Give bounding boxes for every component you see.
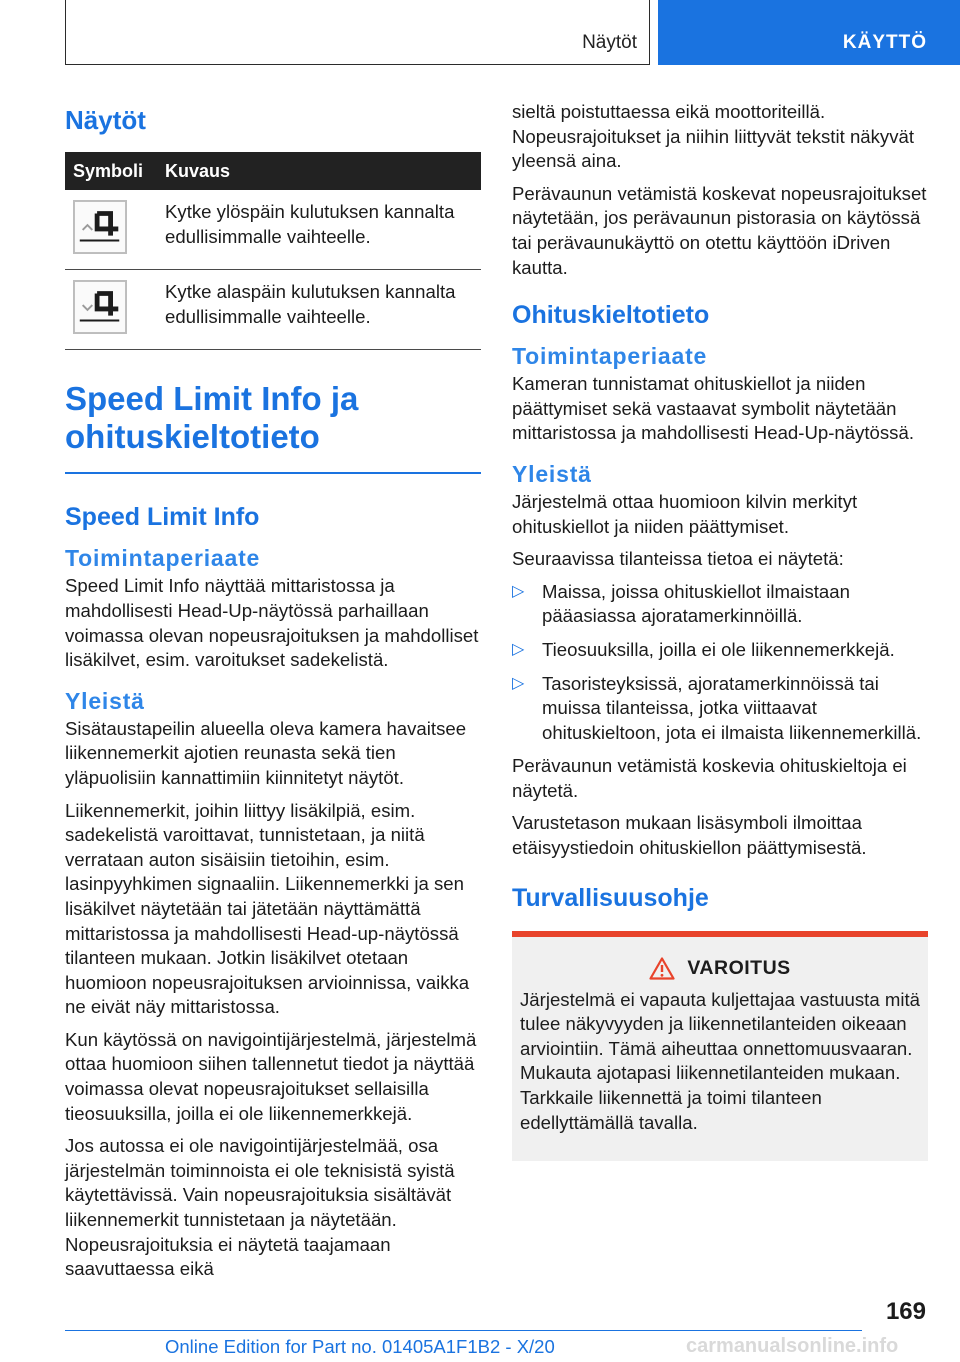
footer-divider	[65, 1330, 862, 1331]
right-column	[512, 100, 928, 1161]
paragraph: Liikennemerkit, joihin liittyy lisäkilpiä, esim. sadekelistä varoittavat, tunnistetaan, ja niitä verrataan auton sisäisiin tietoihin, esim. lasinpyyhkimen signaaliin. Liikennemerkki ja sen lisäkilvet näytetään tai jätetään näyttämättä mittaristossa ja mahdollisesti Head-up-näytössä tilanteen mukaan. Jotkin lisäkilvet otetaan huomioon nopeusrajoituksen arvioinnissa, vaikka ne eivät näy mittaristossa.	[65, 799, 470, 1018]
header-chapter-tab[interactable]	[658, 0, 960, 65]
paragraph: Järjestelmä ottaa huomioon kilvin merkityt ohituskiellot ja niiden päättymiset.	[512, 490, 858, 537]
paragraph: Seuraavissa tilanteissa tietoa ei näytetä:	[512, 548, 844, 570]
subheading-turvallisuusohje: Turvallisuusohje	[512, 883, 709, 912]
paragraph: Perävaunun vetämistä koskevia ohituskieltoja ei näytetä.	[512, 755, 907, 801]
left-column	[65, 100, 481, 1290]
paragraph: Varustetason mukaan lisäsymboli ilmoittaa etäisyystiedoin ohituskiellon päättymisestä.	[512, 812, 867, 859]
footer-edition: Online Edition for Part no. 01405A1F1B2 - X/20	[165, 1336, 555, 1357]
symbol-table	[65, 152, 481, 350]
warning-title: VAROITUS	[687, 956, 791, 979]
paragraph: sieltä poistuttaessa eikä moottoriteillä. Nopeusrajoitukset ja niihin liittyvät tekstit näkyvät yleensä aina.	[512, 101, 915, 172]
triangle-bullet-icon: ▷	[512, 640, 525, 658]
table-header-row	[65, 152, 481, 190]
header-section-box	[65, 0, 650, 65]
bullet-list	[512, 580, 928, 746]
table-row	[65, 270, 481, 350]
table-header-description: Kuvaus	[157, 152, 481, 190]
paragraph: Sisätaustapeilin alueella oleva kamera havaitsee liikennemerkit ajotien reunasta sekä tien yläpuolisiin kannattimiin kiinnitetyt näytöt.	[65, 717, 467, 788]
header-section-title: Näytöt	[582, 32, 637, 53]
paragraph: Kun käytössä on navigointijärjestelmä, järjestelmä ottaa huomioon siihen tallennetut tiedot ja näyttää voimassa olevat nopeusrajoitukset sellaisilla tieosuuksilla, joilla ei ole liikennemerkkejä.	[65, 1028, 477, 1124]
footer-watermark: carmanualsonline.info	[686, 1335, 899, 1357]
subheading-speed-limit-info: Speed Limit Info	[65, 503, 260, 532]
list-item: ▷ Tasoristeyksissä, ajoratamerkinnöissä tai muissa tilanteissa, jotka viittaavat ohituskieltoon, jota ei ilmaista liikennemerkillä.	[512, 672, 922, 743]
minor-heading-yleista: Yleistä	[512, 460, 592, 487]
minor-heading-toimintaperiaate: Toimintaperiaate	[512, 343, 708, 370]
warning-triangle-icon	[649, 957, 675, 980]
header-chapter-label: KÄYTTÖ	[842, 32, 927, 53]
minor-heading-toimintaperiaate: Toimintaperiaate	[65, 545, 261, 572]
paragraph: Speed Limit Info näyttää mittaristossa ja mahdollisesti Head-Up-näytössä parhaillaan voimassa olevan nopeusrajoituksen ja mahdolliset lisäkilvet, esim. varoitukset sadekelistä.	[65, 575, 479, 671]
section-title: Näytöt	[65, 105, 146, 135]
paragraph: Perävaunun vetämistä koskevat nopeusrajoitukset näytetään, jos perävaunun pistorasia on käytössä tai perävaunukäyttö on otettu käyttöön iDriven kautta.	[512, 182, 927, 278]
gear-up-4-icon	[73, 200, 127, 254]
triangle-bullet-icon: ▷	[512, 674, 525, 692]
minor-heading-yleista: Yleistä	[65, 687, 145, 714]
page-number: 169	[885, 1298, 926, 1325]
warning-box	[512, 931, 928, 1162]
paragraph: Jos autossa ei ole navigointijärjestelmää, osa järjestelmän toiminnoista ei ole teknisistä syistä käytettävissä. Vain nopeusrajoituksia sisältävät liikennemerkit tunnistetaan ja näytetään. Nopeusrajoituksia ei näytetä taajamaan saavuttaessa eikä	[65, 1135, 455, 1280]
warning-header	[520, 957, 920, 980]
warning-text: Järjestelmä ei vapauta kuljettajaa vastuusta mitä tulee näkyvyyden ja liikennetilanteiden oikeaan arviointiin. Tämä aiheuttaa onnettomuusvaaran. Mukauta ajotapasi liikennetilanteiden mukaan. Tarkkaile liikennettä ja toimi tilanteen edellyttämällä tavalla.	[520, 988, 920, 1133]
triangle-bullet-icon: ▷	[512, 582, 525, 600]
table-cell-description: Kytke ylöspäin kulutuksen kannalta edullisimmalle vaihteelle.	[157, 190, 481, 270]
list-item: ▷ Maissa, joissa ohituskiellot ilmaistaan pääasiassa ajoratamerkinnöillä.	[512, 580, 850, 627]
list-item: ▷ Tieosuuksilla, joilla ei ole liikennemerkkejä.	[512, 638, 928, 663]
table-cell-description: Kytke alaspäin kulutuksen kannalta edullisimmalle vaihteelle.	[157, 270, 481, 350]
gear-down-4-icon	[73, 280, 127, 334]
subheading-ohituskieltotieto: Ohituskieltotieto	[512, 301, 710, 330]
paragraph: Kameran tunnistamat ohituskiellot ja niiden päättymiset sekä vastaavat symbolit näytetään mittaristossa ja mahdollisesti Head-Up-näytössä.	[512, 373, 914, 444]
table-row	[65, 190, 481, 270]
table-header-symbol: Symboli	[65, 152, 157, 190]
chapter-heading: Speed Limit Info ja ohituskieltotieto	[65, 380, 481, 474]
